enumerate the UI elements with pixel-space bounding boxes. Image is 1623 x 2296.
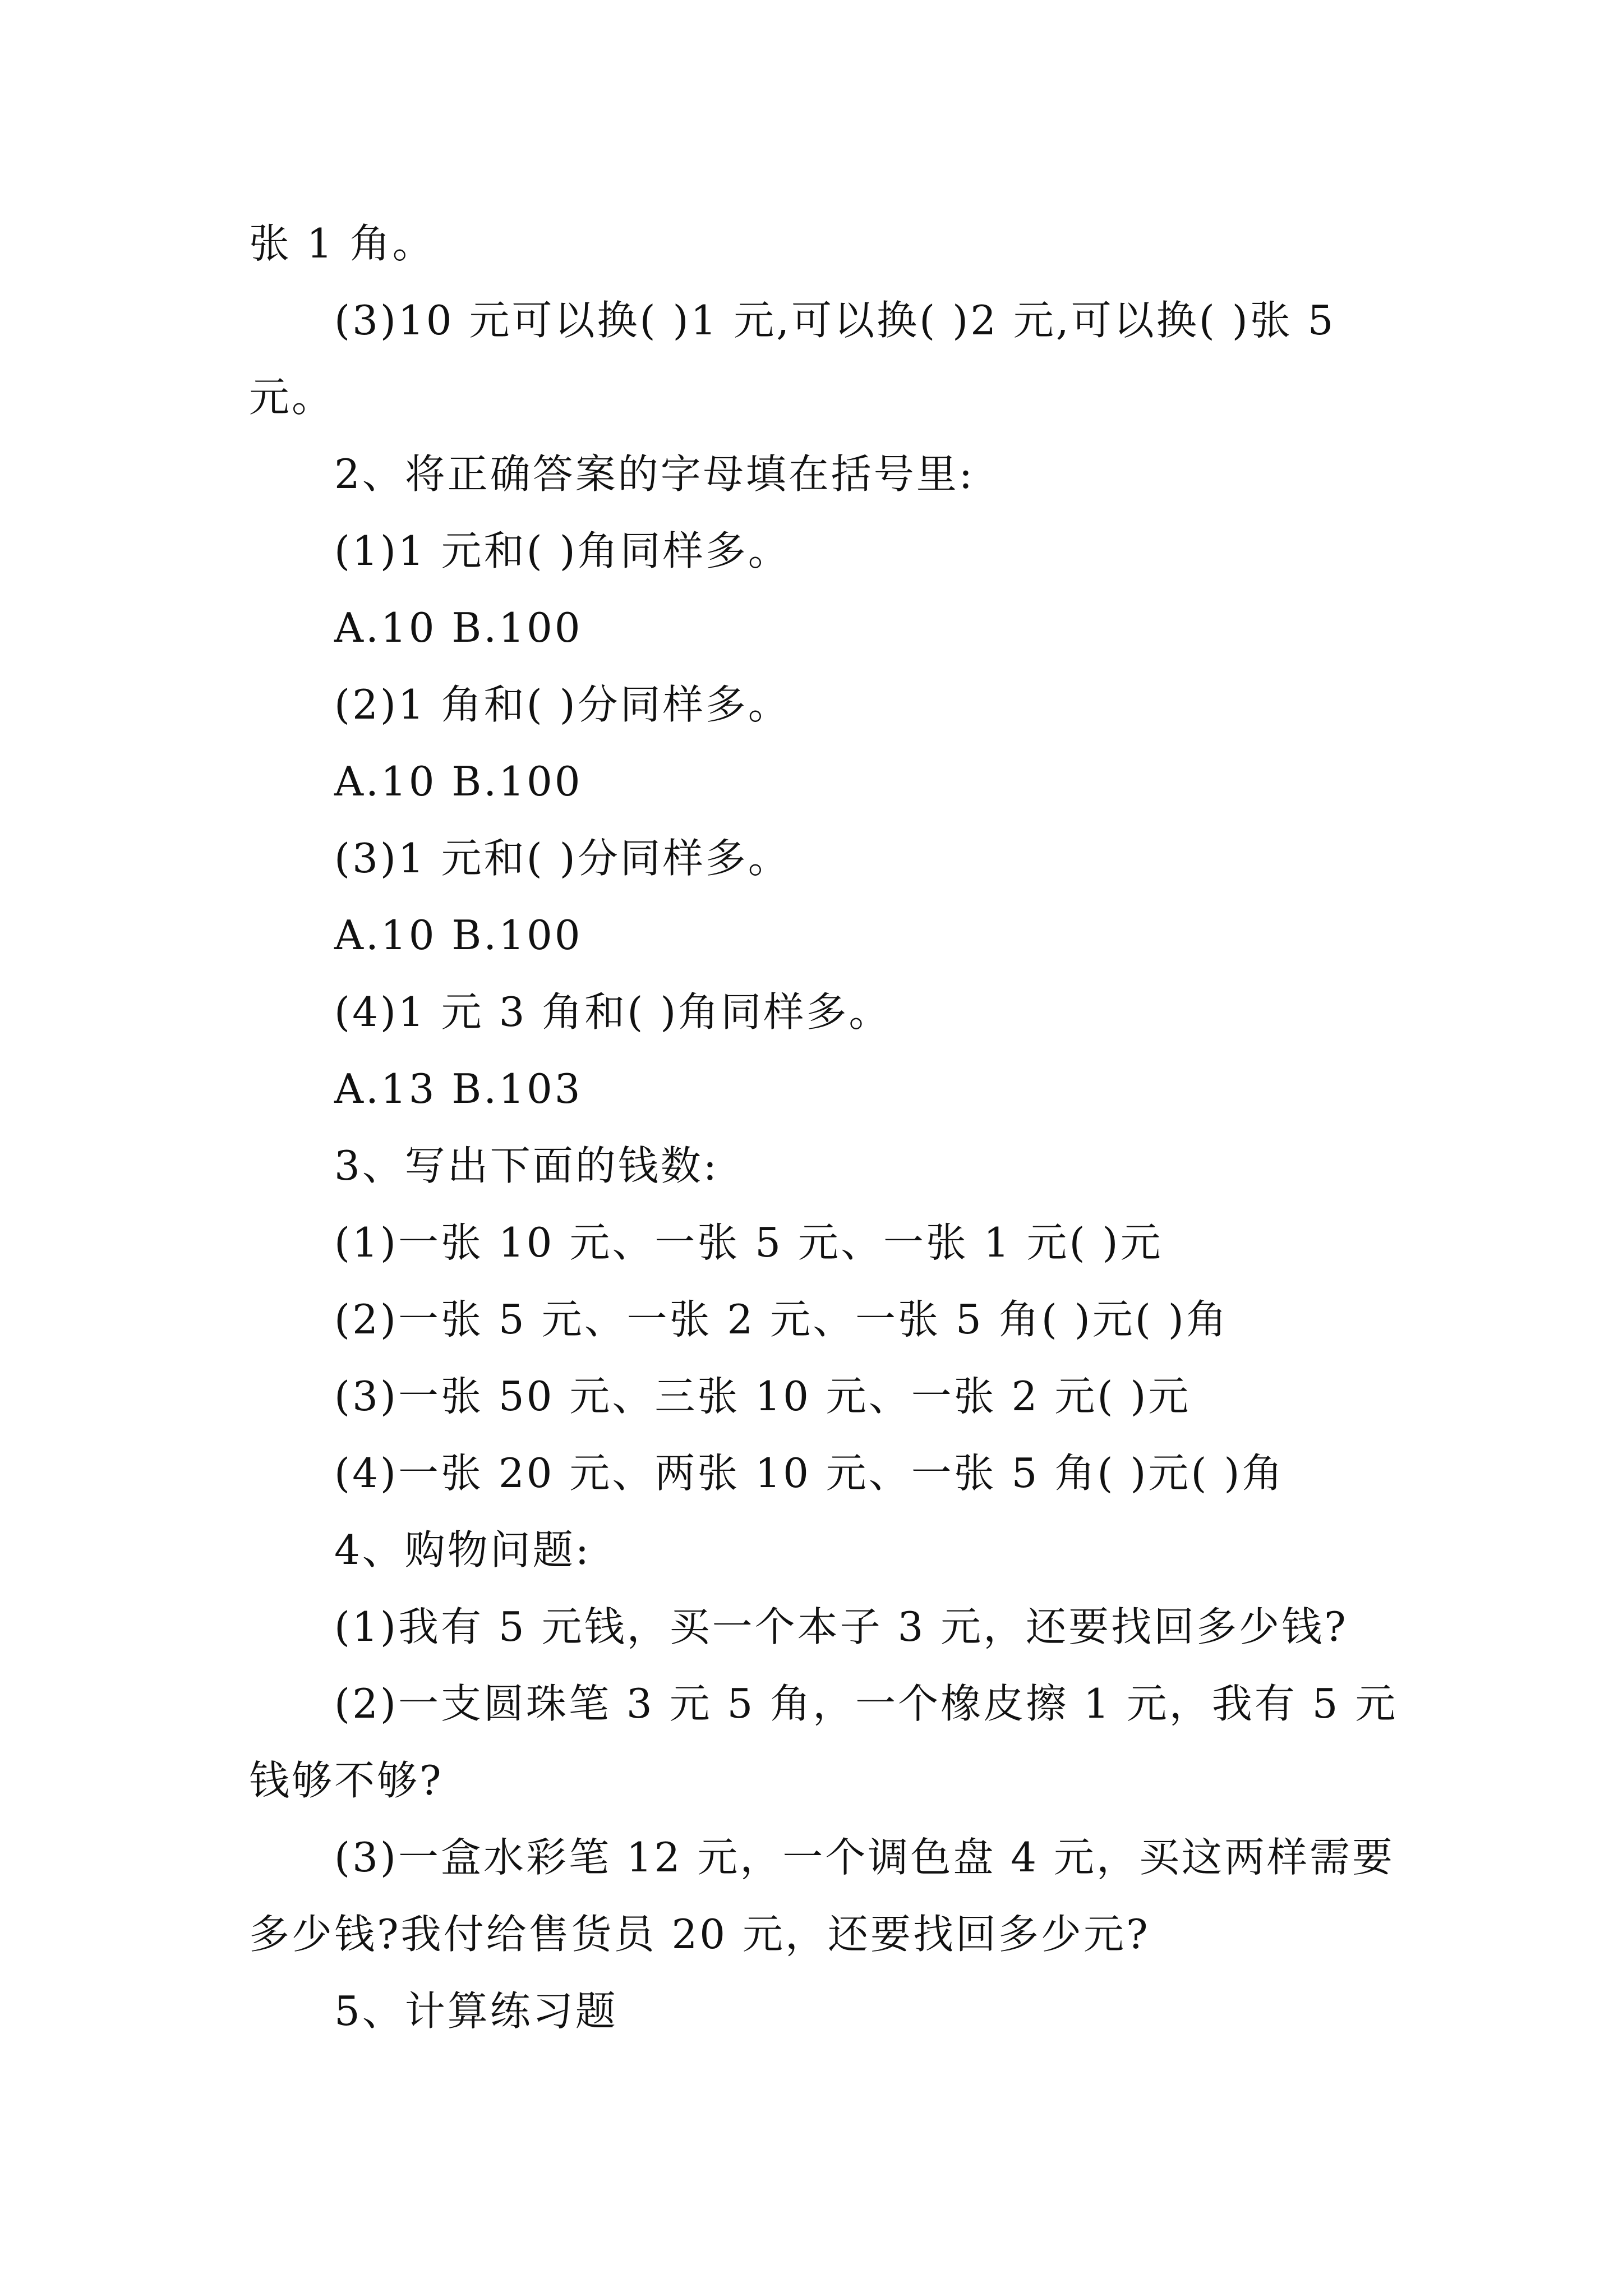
text-line: (3)10 元可以换( )1 元,可以换( )2 元,可以换( )张 5 <box>334 297 1336 344</box>
options-line: A.10 B.100 <box>334 758 583 805</box>
text-line: 多少钱?我付给售货员 20 元，还要找回多少元? <box>249 1911 1150 1958</box>
options-line: A.10 B.100 <box>334 912 583 959</box>
question-line: (3)一张 50 元、三张 10 元、一张 2 元( )元 <box>334 1373 1191 1420</box>
text-line: 元。 <box>249 374 335 421</box>
question-line: (3)1 元和( )分同样多。 <box>334 835 791 882</box>
options-line: A.13 B.103 <box>334 1065 583 1112</box>
question-line: (4)1 元 3 角和( )角同样多。 <box>334 988 892 1036</box>
section-heading: 2、将正确答案的字母填在括号里: <box>334 450 975 498</box>
options-line: A.10 B.100 <box>334 604 583 651</box>
question-line: (4)一张 20 元、两张 10 元、一张 5 角( )元( )角 <box>334 1450 1285 1497</box>
text-line: 钱够不够? <box>249 1757 444 1804</box>
question-line: (3)一盒水彩笔 12 元，一个调色盘 4 元，买这两样需要 <box>334 1834 1395 1881</box>
question-line: (2)1 角和( )分同样多。 <box>334 681 791 728</box>
question-line: (1)一张 10 元、一张 5 元、一张 1 元( )元 <box>334 1219 1163 1266</box>
question-line: (2)一支圆珠笔 3 元 5 角，一个橡皮擦 1 元，我有 5 元 <box>334 1680 1398 1727</box>
section-heading: 5、计算练习题 <box>334 1987 618 2035</box>
section-heading: 4、购物问题: <box>334 1526 592 1573</box>
question-line: (1)我有 5 元钱，买一个本子 3 元，还要找回多少钱? <box>334 1603 1348 1650</box>
text-line: 张 1 角。 <box>249 220 435 267</box>
question-line: (1)1 元和( )角同样多。 <box>334 527 791 574</box>
question-line: (2)一张 5 元、一张 2 元、一张 5 角( )元( )角 <box>334 1296 1229 1343</box>
section-heading: 3、写出下面的钱数: <box>334 1142 720 1189</box>
